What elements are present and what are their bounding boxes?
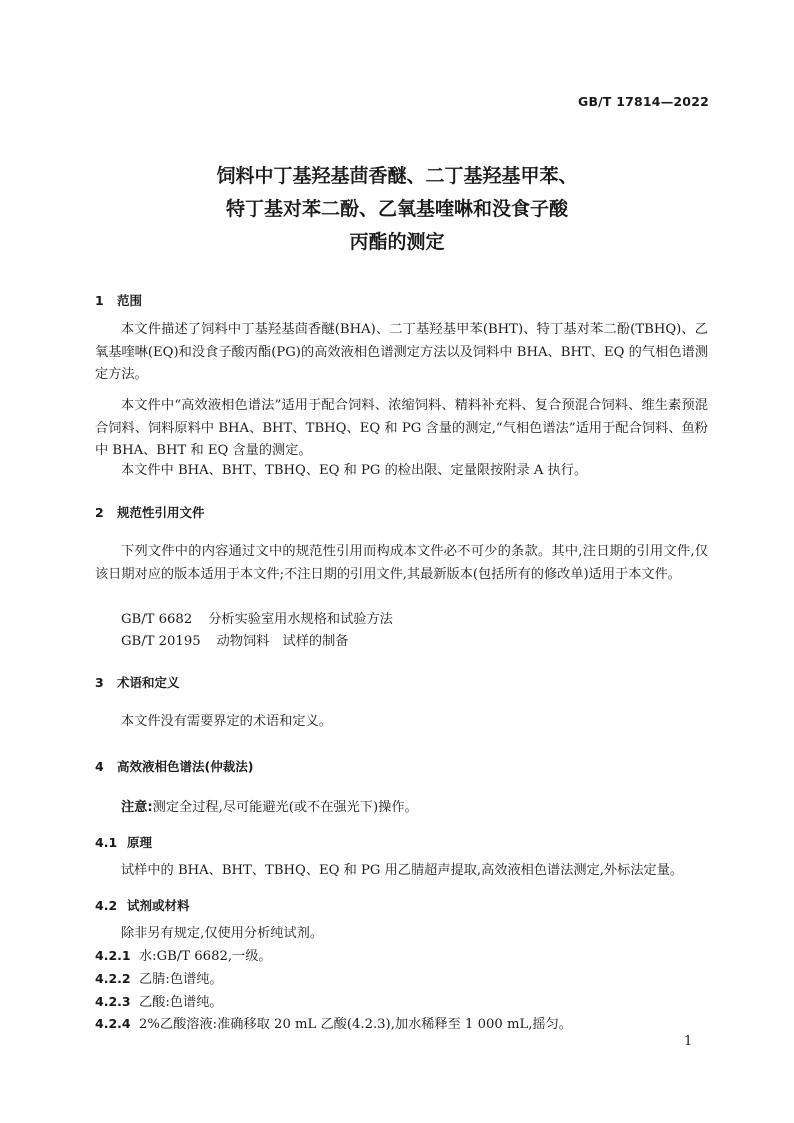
section-number: 3 xyxy=(95,675,104,690)
section-number: 2 xyxy=(95,505,104,520)
reference-code: GB/T 6682 xyxy=(121,612,193,627)
section-title: 规范性引用文件 xyxy=(117,505,205,520)
title-line-1: 饲料中丁基羟基茴香醚、二丁基羟基甲苯、 xyxy=(216,165,578,187)
caution-label: 注意: xyxy=(121,800,153,815)
reagent-item xyxy=(95,1013,572,1032)
section-1-heading xyxy=(95,291,142,309)
reagent-number: 4.2.1 xyxy=(95,948,131,963)
section-4-2-heading xyxy=(95,896,190,914)
reagent-item xyxy=(95,991,223,1010)
section-title: 术语和定义 xyxy=(117,675,180,690)
section-number: 4.1 xyxy=(95,835,118,850)
section-number: 4.2 xyxy=(95,898,118,913)
reagent-text: 2%乙酸溶液:准确移取 20 mL 乙酸(4.2.3),加水稀释至 1 000 mL,摇匀。 xyxy=(139,1017,572,1032)
section-4-2-paragraph: 除非另有规定,仅使用分析纯试剂。 xyxy=(121,926,324,941)
section-2-heading xyxy=(95,503,205,521)
document-title xyxy=(0,160,794,259)
reagent-item xyxy=(95,968,223,987)
section-4-1-paragraph: 试样中的 BHA、BHT、TBHQ、EQ 和 PG 用乙腈超声提取,高效液相色谱法测定,外标法定量。 xyxy=(121,863,684,878)
section-title: 高效液相色谱法(仲裁法) xyxy=(117,759,254,774)
reagent-text: 乙腈:色谱纯。 xyxy=(139,972,223,987)
standard-number: GB/T 17814—2022 xyxy=(577,94,709,109)
reference-name: 分析实验室用水规格和试验方法 xyxy=(208,612,393,627)
caution-note xyxy=(121,796,418,815)
section-4-heading xyxy=(95,757,253,775)
section-3-heading xyxy=(95,673,180,691)
section-number: 1 xyxy=(95,293,104,308)
reference-name: 动物饲料 试样的制备 xyxy=(216,634,349,649)
reference-item xyxy=(121,630,348,649)
title-line-2: 特丁基对苯二酚、乙氧基喹啉和没食子酸 xyxy=(225,198,568,220)
reagent-text: 乙酸:色谱纯。 xyxy=(139,995,223,1010)
section-4-1-heading xyxy=(95,833,152,851)
section-title: 范围 xyxy=(117,293,143,308)
section-number: 4 xyxy=(95,759,104,774)
section-3-paragraph-1: 本文件没有需要界定的术语和定义。 xyxy=(121,714,332,729)
reagent-number: 4.2.3 xyxy=(95,994,131,1009)
section-1-paragraph-2: 本文件中“高效液相色谱法”适用于配合饲料、浓缩饲料、精料补充料、复合预混合饲料、维生素预混合饲料、饲料原料中 BHA、BHT、TBHQ、EQ 和 PG 含量的测定,“气相色谱法”适用于配合饲料、鱼粉中 BHA、BHT 和 EQ 含量的测定。 xyxy=(95,398,708,458)
title-line-3: 丙酯的测定 xyxy=(349,231,445,253)
caution-text: 测定全过程,尽可能避光(或不在强光下)操作。 xyxy=(152,800,418,815)
reference-item xyxy=(121,608,393,627)
reagent-text: 水:GB/T 6682,一级。 xyxy=(139,949,272,964)
reference-code: GB/T 20195 xyxy=(121,634,201,649)
section-1-paragraph-3: 本文件中 BHA、BHT、TBHQ、EQ 和 PG 的检出限、定量限按附录 A 执行。 xyxy=(121,463,588,478)
section-title: 试剂或材料 xyxy=(127,898,190,913)
reagent-number: 4.2.4 xyxy=(95,1016,131,1031)
section-2-paragraph-1: 下列文件中的内容通过文中的规范性引用而构成本文件必不可少的条款。其中,注日期的引用文件,仅该日期对应的版本适用于本文件;不注日期的引用文件,其最新版本(包括所有的修改单)适用于本文件。 xyxy=(95,544,708,582)
reagent-item xyxy=(95,945,272,964)
section-1-paragraph-1: 本文件描述了饲料中丁基羟基茴香醚(BHA)、二丁基羟基甲苯(BHT)、特丁基对苯二酚(TBHQ)、乙氧基喹啉(EQ)和没食子酸丙酯(PG)的高效液相色谱测定方法以及饲料中 BHA、BHT、EQ 的气相色谱测定方法。 xyxy=(95,322,708,382)
section-title: 原理 xyxy=(127,835,153,850)
page-number: 1 xyxy=(684,1034,693,1049)
reagent-number: 4.2.2 xyxy=(95,971,131,986)
